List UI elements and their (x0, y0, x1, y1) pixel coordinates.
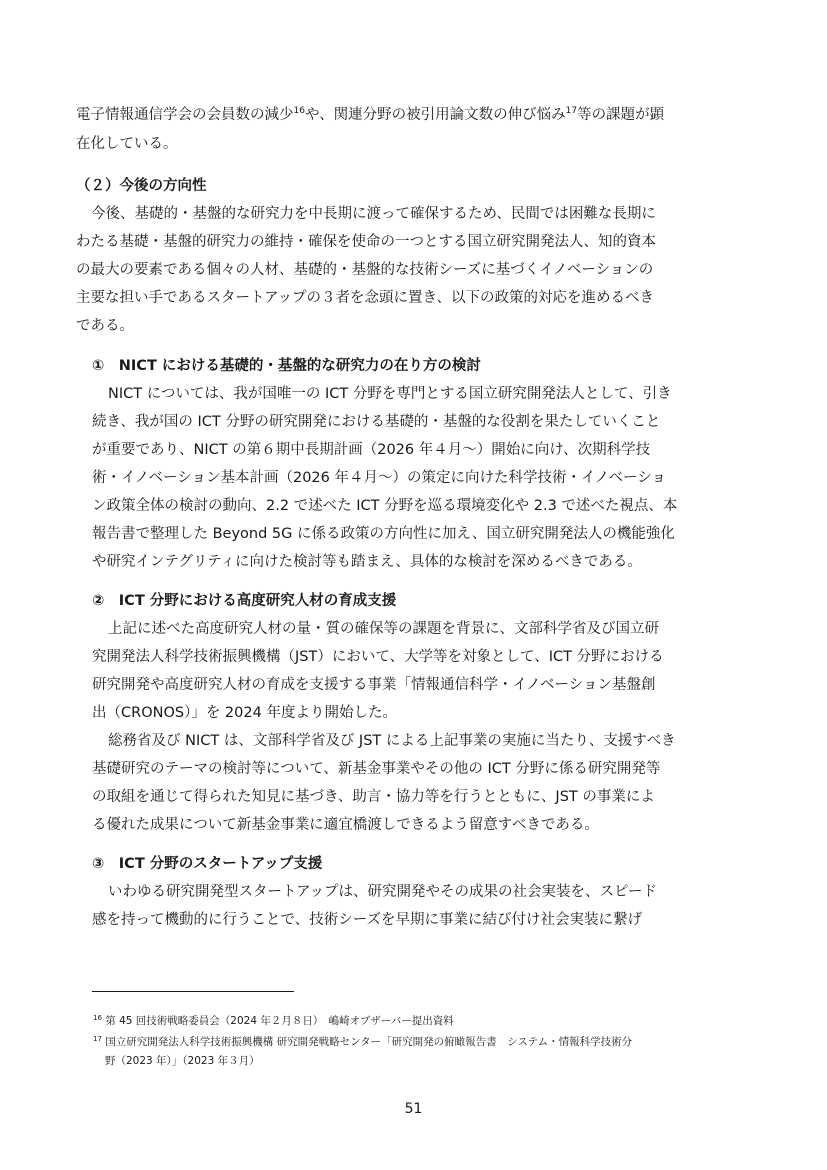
item2-line: る優れた成果について新基金事業に適宜橋渡しできるよう留意すべきである。 (92, 817, 599, 833)
item1-line: ン政策全体の検討の動向、2.2 で述べた ICT 分野を巡る環境変化や 2.3 で述べた視点、本 (92, 498, 678, 514)
item1-line: 術・イノベーション基本計画（2026 年４月～）の策定に向けた科学技術・イノベーショ (92, 470, 666, 486)
item1-heading: ① NICT における基礎的・基盤的な研究力の在り方の検討 (92, 358, 481, 374)
item2-line: の取組を通じて得られた知見に基づき、助言・協力等を行うとともに、JST の事業によ (92, 789, 655, 805)
section-line: わたる基礎・基盤的研究力の維持・確保を使命の一つとする国立研究開発法人、知的資本 (76, 234, 656, 250)
item2-line: 上記に述べた高度研究人材の量・質の確保等の課題を背景に、文部科学省及び国立研 (108, 621, 659, 637)
item2-line: 研究開発や高度研究人材の育成を支援する事業「情報通信科学・イノベーション基盤創 (92, 677, 656, 693)
footnote-ref-17[interactable]: 17 (565, 106, 578, 116)
intro-line-1: 電子情報通信学会の会員数の減少$^{16}$や、関連分野の被引用論文数の伸び悩み$^{17}$等の課題が顕 (76, 106, 665, 123)
footnote-16: $^{16}$ 第 45 回技術戦略委員会（2024 年２月８日） 嶋崎オブザーバー提出資料 (93, 1014, 454, 1027)
item2-line: 総務省及び NICT は、文部科学省及び JST による上記事業の実施に当たり、支援すべき (108, 733, 676, 749)
section-heading: （２）今後の方向性 (76, 178, 207, 194)
footnote-ref-16[interactable]: 16 (293, 106, 305, 116)
footnote-17: $^{17}$ 国立研究開発法人科学技術振興機構 研究開発戦略センター「研究開発の俯瞰報告書 システム・情報科学技術分 (93, 1035, 633, 1048)
item1-line: 報告書で整理した Beyond 5G に係る政策の方向性に加え、国立研究開発法人の機能強化 (92, 526, 675, 542)
item1-line: が重要であり、NICT の第６期中長期計画（2026 年４月～）開始に向け、次期科学技 (92, 442, 651, 458)
item2-line: 基礎研究のテーマの検討等について、新基金事業やその他の ICT 分野に係る研究開発等 (92, 761, 661, 777)
footnote-number: 16 (93, 1014, 102, 1022)
item1-line: NICT については、我が国唯一の ICT 分野を専門とする国立研究開発法人として、引き (108, 386, 672, 402)
page-number: 51 (404, 1101, 423, 1117)
item2-heading: ② ICT 分野における高度研究人材の育成支援 (92, 593, 397, 609)
footnote-17-continued: 野（2023 年）」（2023 年３月） (105, 1055, 260, 1067)
item3-line: 感を持って機動的に行うことで、技術シーズを早期に事業に結び付け社会実装に繋げ (92, 912, 642, 928)
section-line: 今後、基礎的・基盤的な研究力を中長期に渡って確保するため、民間では困難な長期に (91, 206, 656, 222)
item1-line: 続き、我が国の ICT 分野の研究開発における基礎的・基盤的な役割を果たしていくこと (92, 414, 661, 430)
item3-line: いわゆる研究開発型スタートアップは、研究開発やその成果の社会実装を、スピード (108, 884, 657, 900)
footnote-divider (92, 991, 294, 992)
item3-heading: ③ ICT 分野のスタートアップ支援 (92, 856, 323, 872)
item1-line: や研究インテグリティに向けた検討等も踏まえ、具体的な検討を深めるべきである。 (92, 554, 642, 570)
item2-line: 究開発法人科学技術振興機構（JST）において、大学等を対象として、ICT 分野における (92, 649, 664, 665)
section-line: の最大の要素である個々の人材、基礎的・基盤的な技術シーズに基づくイノベーションの (76, 262, 654, 278)
section-line: 主要な担い手であるスタートアップの３者を念頭に置き、以下の政策的対応を進めるべき (76, 290, 654, 306)
intro-line-2: 在化している。 (76, 136, 178, 152)
item2-line: 出（CRONOS）」を 2024 年度より開始した。 (92, 705, 397, 721)
footnote-number: 17 (93, 1035, 102, 1043)
section-line: である。 (76, 318, 134, 334)
